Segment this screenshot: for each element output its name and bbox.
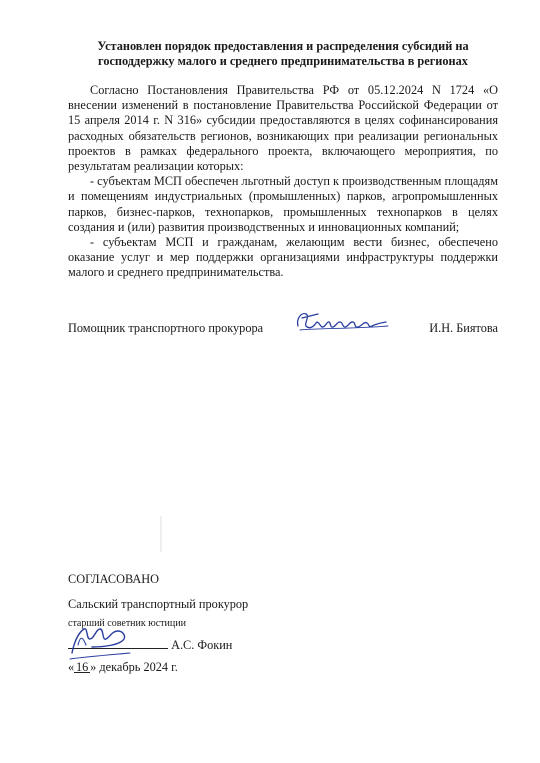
body-paragraph-2: - субъектам МСП обеспечен льготный доступ к производственным площадям и помещениям индустриальных (промышленных) парков, агропромышленных парков, бизнес-парков, технопарков, промышленных технопарков в целях создания и (или) развития производственных и инновационных компаний;: [68, 174, 498, 234]
body-paragraph-1: Согласно Постановления Правительства РФ от 05.12.2024 N 1724 «О внесении изменений в постановление Правительства Российской Федерации от 15 апреля 2014 г. N 316» субсидии предоставляются в целях софинансирования расходных обязательств регионов, возникающих при реализации региональных проектов в рамках федерального проекта, включающего мероприятия, по результатам реализации которых:: [68, 83, 498, 174]
date-close-quote: »: [90, 660, 97, 674]
date-month-year: декабрь 2024 г.: [99, 660, 178, 674]
signature-fokin: [64, 615, 134, 667]
approval-name: А.С. Фокин: [171, 638, 233, 652]
date-open-quote: «: [68, 660, 75, 674]
approval-rank: старший советник юстиции: [68, 618, 186, 629]
document-title: Установлен порядок предоставления и распределения субсидий на господдержку малого и среднего предпринимательства в регионах: [97, 39, 469, 68]
crease-mark: [156, 516, 166, 552]
body-paragraph-3: - субъектам МСП и гражданам, желающим вести бизнес, обеспечено оказание услуг и мер поддержки организациями инфраструктуры поддержки малого и среднего предпринимательства.: [68, 235, 498, 280]
signer-line: [68, 321, 498, 336]
approval-heading: СОГЛАСОВАНО: [68, 572, 160, 586]
approval-office: Сальский транспортный прокурор: [68, 597, 249, 611]
signer-name: И.Н. Биятова: [429, 321, 498, 335]
document-body: [68, 83, 498, 281]
date-day: 16: [76, 660, 89, 674]
signer-position: Помощник транспортного прокурора: [68, 321, 264, 335]
signature-biyatova: [292, 306, 392, 340]
